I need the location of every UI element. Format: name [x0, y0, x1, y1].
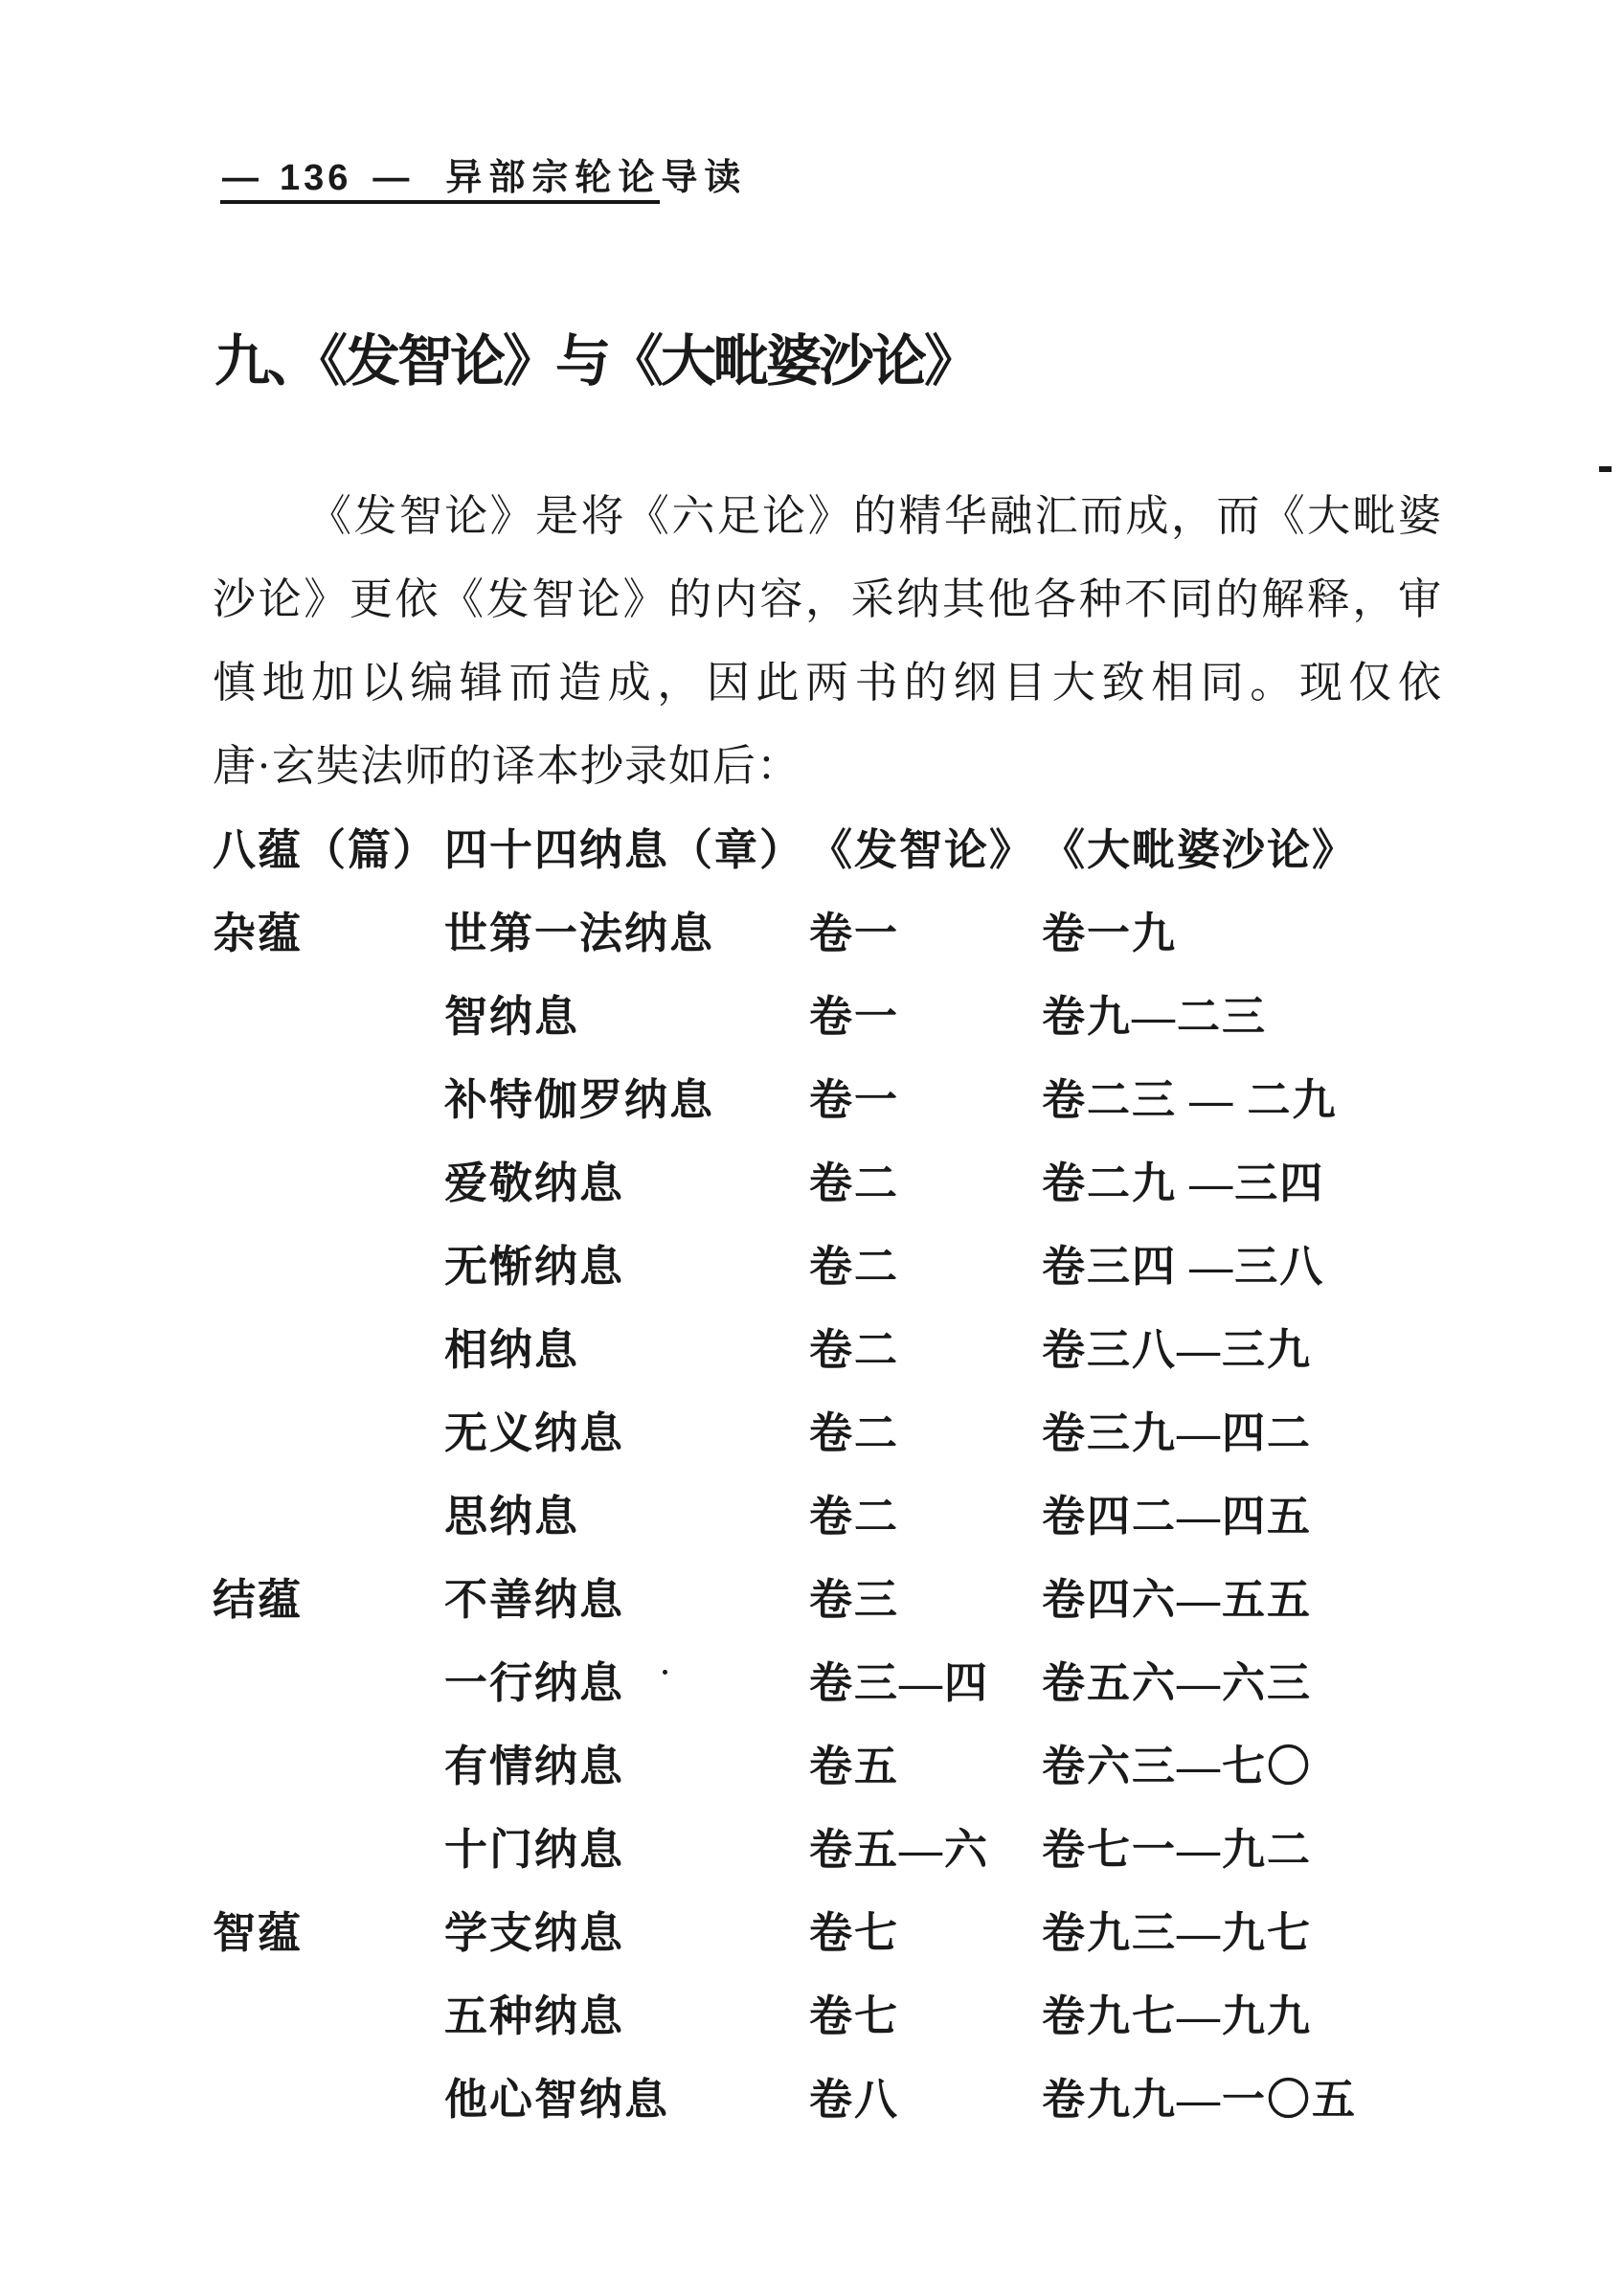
table-row [0, 1392, 1624, 1475]
table-cell: 卷一 [809, 910, 900, 957]
header-rule [220, 200, 660, 204]
table-cell: 卷三四 —三八 [1042, 1243, 1325, 1291]
intro-paragraph [213, 475, 1442, 808]
table-cell: 世第一法纳息 [444, 910, 715, 957]
table-row [0, 1475, 1624, 1559]
table-cell: 卷七 [809, 1909, 900, 1957]
table-cell: 卷二 [809, 1409, 900, 1457]
table-header-cell: 八蕴（篇） [213, 826, 439, 874]
table-cell: 卷六三—七〇 [1042, 1743, 1313, 1790]
section-title: 九、《发智论》与《大毗婆沙论》 [214, 330, 978, 393]
table-row [0, 976, 1624, 1059]
volume-catalog-table [0, 809, 1624, 2142]
table-cell: 卷二九 —三四 [1042, 1159, 1325, 1207]
table-row [0, 1059, 1624, 1142]
paragraph-line: 唐·玄奘法师的译本抄录如后： [213, 742, 801, 790]
table-cell: 智蕴 [213, 1909, 304, 1957]
table-cell: 智纳息 [444, 993, 580, 1041]
page-number: 136 [280, 158, 352, 198]
table-cell: 卷四二—四五 [1042, 1493, 1313, 1541]
table-cell: 卷七 [809, 1992, 900, 2040]
table-row [0, 1725, 1624, 1809]
table-cell: 结蕴 [213, 1576, 304, 1624]
running-head [222, 157, 747, 199]
scan-artifact-dash [1599, 466, 1612, 472]
page-number-dash-left: — [222, 158, 259, 198]
table-cell: 思纳息 [444, 1493, 580, 1541]
table-cell: 卷五—六 [809, 1826, 990, 1874]
paragraph-line: 《发智论》是将《六足论》的精华融汇而成，而《大毗婆 [308, 492, 1442, 540]
table-cell: 卷二三 — 二九 [1042, 1076, 1338, 1124]
table-cell: 五种纳息 [444, 1992, 625, 2040]
table-cell: 卷三—四 [809, 1659, 990, 1707]
table-cell: 卷五六—六三 [1042, 1659, 1313, 1707]
table-header-cell: 《大毗婆沙论》 [1042, 826, 1358, 874]
table-cell: 无义纳息 [444, 1409, 625, 1457]
table-cell: 卷九—二三 [1042, 993, 1268, 1041]
table-header-cell: 四十四纳息（章） [444, 826, 805, 874]
table-row [0, 1226, 1624, 1309]
table-row [0, 1642, 1624, 1725]
scan-artifact-dot [663, 1670, 667, 1675]
table-cell: 卷三 [809, 1576, 900, 1624]
table-row [0, 892, 1624, 976]
table-cell: 卷二 [809, 1159, 900, 1207]
table-row [0, 1809, 1624, 1892]
table-cell: 无惭纳息 [444, 1243, 625, 1291]
table-row [0, 1309, 1624, 1392]
table-row [0, 2059, 1624, 2142]
table-cell: 杂蕴 [213, 910, 304, 957]
table-cell: 学支纳息 [444, 1909, 625, 1957]
table-row [0, 1559, 1624, 1642]
paragraph-line: 慎地加以编辑而造成，因此两书的纲目大致相同。现仅依 [213, 659, 1442, 707]
page-number-dash-right: — [372, 158, 410, 198]
table-cell: 卷五 [809, 1743, 900, 1790]
table-cell: 卷九三—九七 [1042, 1909, 1313, 1957]
running-head-book-title: 异部宗轮论导读 [445, 158, 748, 198]
table-cell: 卷八 [809, 2076, 900, 2124]
table-cell: 卷二 [809, 1493, 900, 1541]
table-cell: 有情纳息 [444, 1743, 625, 1790]
paragraph-line: 沙论》更依《发智论》的内容，采纳其他各种不同的解释，审 [213, 575, 1442, 623]
table-cell: 卷二 [809, 1326, 900, 1374]
table-cell: 卷三八—三九 [1042, 1326, 1313, 1374]
table-cell: 卷三九—四二 [1042, 1409, 1313, 1457]
table-cell: 爱敬纳息 [444, 1159, 625, 1207]
table-header-row [0, 809, 1624, 892]
table-cell: 卷七一—九二 [1042, 1826, 1313, 1874]
table-cell: 他心智纳息 [444, 2076, 670, 2124]
table-header-cell: 《发智论》 [809, 826, 1035, 874]
table-cell: 卷四六—五五 [1042, 1576, 1313, 1624]
table-cell: 卷九七—九九 [1042, 1992, 1313, 2040]
table-row [0, 1142, 1624, 1226]
table-cell: 卷一 [809, 1076, 900, 1124]
table-cell: 不善纳息 [444, 1576, 625, 1624]
table-cell: 一行纳息 [444, 1659, 625, 1707]
table-cell: 卷一 [809, 993, 900, 1041]
table-row [0, 1975, 1624, 2059]
table-cell: 卷一九 [1042, 910, 1178, 957]
table-cell: 卷二 [809, 1243, 900, 1291]
table-cell: 补特伽罗纳息 [444, 1076, 715, 1124]
table-row [0, 1892, 1624, 1975]
table-cell: 卷九九—一〇五 [1042, 2076, 1358, 2124]
table-cell: 相纳息 [444, 1326, 580, 1374]
table-cell: 十门纳息 [444, 1826, 625, 1874]
